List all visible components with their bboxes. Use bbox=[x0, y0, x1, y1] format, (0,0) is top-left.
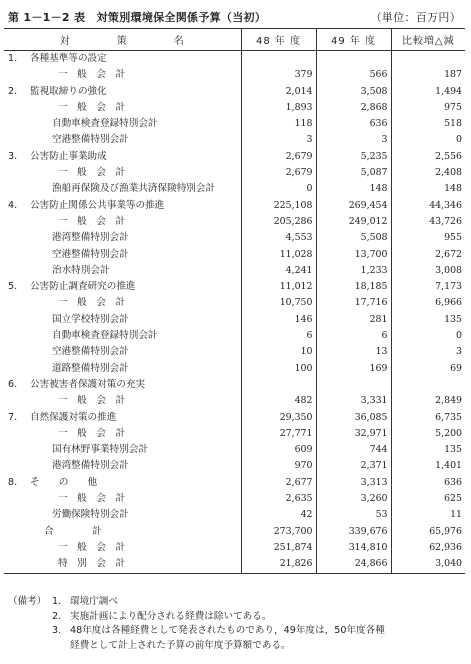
value-diff: 1,494 bbox=[391, 84, 465, 100]
category-label bbox=[4, 198, 241, 214]
value-fy49: 269,454 bbox=[316, 198, 391, 214]
value-diff: 65,976 bbox=[391, 524, 465, 540]
value-diff: 62,936 bbox=[391, 540, 465, 556]
value-fy49: 249,012 bbox=[316, 214, 391, 230]
table-row bbox=[4, 198, 465, 214]
category-label bbox=[4, 377, 241, 393]
value-fy48: 10 bbox=[241, 344, 316, 360]
account-label: 労働保険特別会計 bbox=[52, 509, 129, 521]
value-fy49: 3,313 bbox=[316, 475, 391, 491]
value-diff: 3 bbox=[391, 344, 465, 360]
table-row bbox=[4, 84, 465, 100]
value-diff: 2,849 bbox=[391, 393, 465, 409]
value-fy49: 13,700 bbox=[316, 247, 391, 263]
row-label-cell bbox=[4, 149, 241, 165]
table-body bbox=[4, 51, 465, 574]
row-label-cell bbox=[4, 458, 241, 474]
table-row bbox=[4, 410, 465, 426]
category-text: 各種基準等の設定 bbox=[30, 53, 107, 64]
row-label-cell bbox=[4, 410, 241, 426]
account-label: 道路整備特別会計 bbox=[52, 362, 129, 374]
account-label: 一 般 会 計 bbox=[58, 215, 126, 227]
value-fy49: 36,085 bbox=[316, 410, 391, 426]
header-fy48: 48 年 度 bbox=[241, 29, 316, 51]
header-char-1: 対 bbox=[59, 36, 71, 47]
value-diff: 6,735 bbox=[391, 410, 465, 426]
table-row bbox=[4, 263, 465, 279]
table-row bbox=[4, 279, 465, 295]
value-fy49: 169 bbox=[316, 361, 391, 377]
header-char-2: 策 bbox=[116, 36, 128, 47]
category-text: 自然保護対策の推進 bbox=[30, 411, 117, 423]
row-label-cell bbox=[4, 230, 241, 246]
value-fy48: 2,677 bbox=[241, 475, 316, 491]
account-label: 港湾整備特別会計 bbox=[52, 232, 129, 244]
category-label bbox=[4, 149, 241, 165]
account-label: 自動車検査登録特別会計 bbox=[52, 330, 158, 342]
category-number: 1. bbox=[8, 53, 18, 64]
account-label: 空港整備特別会計 bbox=[52, 346, 129, 358]
value-fy48: 6 bbox=[241, 328, 316, 344]
value-fy48: 609 bbox=[241, 442, 316, 458]
table-title-row bbox=[8, 6, 463, 26]
value-fy48: 11,028 bbox=[241, 247, 316, 263]
category-text: そ の 他 bbox=[30, 476, 98, 488]
row-label-cell bbox=[4, 426, 241, 442]
value-fy48: 21,826 bbox=[241, 556, 316, 573]
category-number: 2. bbox=[8, 85, 18, 97]
value-fy49: 148 bbox=[316, 181, 391, 197]
category-label bbox=[4, 84, 241, 100]
value-diff: 0 bbox=[391, 132, 465, 148]
value-fy49: 636 bbox=[316, 116, 391, 132]
value-fy48 bbox=[241, 51, 316, 68]
value-diff: 148 bbox=[391, 181, 465, 197]
table-row bbox=[4, 165, 465, 181]
category-text: 公害防止調査研究の推進 bbox=[30, 281, 136, 293]
table-row bbox=[4, 67, 465, 83]
header-measure-name bbox=[4, 29, 241, 51]
table-title: 第 1－1－2 表 対策別環境保全関係予算（当初） bbox=[8, 11, 267, 24]
total-label: 合 計 bbox=[44, 525, 102, 537]
table-row bbox=[4, 556, 465, 573]
table-row bbox=[4, 442, 465, 458]
value-fy49: 2,868 bbox=[316, 100, 391, 116]
value-fy48: 29,350 bbox=[241, 410, 316, 426]
note-row-1 bbox=[8, 595, 463, 610]
account-label: 一 般 会 計 bbox=[58, 101, 126, 113]
value-fy48: 10,750 bbox=[241, 295, 316, 311]
value-fy49: 3,508 bbox=[316, 84, 391, 100]
value-fy49: 6 bbox=[316, 328, 391, 344]
value-diff: 518 bbox=[391, 116, 465, 132]
category-label bbox=[4, 51, 241, 67]
row-label-cell bbox=[4, 116, 241, 132]
account-label: 国立学校特別会計 bbox=[52, 313, 129, 325]
value-fy49: 1,233 bbox=[316, 263, 391, 279]
value-fy48: 4,553 bbox=[241, 230, 316, 246]
value-diff: 625 bbox=[391, 491, 465, 507]
value-fy49 bbox=[316, 377, 391, 393]
row-label-cell bbox=[4, 540, 241, 556]
table-row bbox=[4, 247, 465, 263]
note-text: 環境庁調べ bbox=[70, 596, 118, 607]
table-row bbox=[4, 475, 465, 491]
value-fy49: 24,866 bbox=[316, 556, 391, 573]
value-fy48: 100 bbox=[241, 361, 316, 377]
category-label bbox=[4, 475, 241, 491]
table-row bbox=[4, 540, 465, 556]
value-fy48: 2,635 bbox=[241, 491, 316, 507]
row-label-cell bbox=[4, 181, 241, 197]
value-fy49: 744 bbox=[316, 442, 391, 458]
account-label: 空港整備特別会計 bbox=[52, 248, 129, 260]
table-row bbox=[4, 361, 465, 377]
row-label-cell bbox=[4, 214, 241, 230]
table-row bbox=[4, 524, 465, 540]
row-label-cell bbox=[4, 344, 241, 360]
value-fy48: 2,014 bbox=[241, 84, 316, 100]
account-label: 国有林野事業特別会計 bbox=[52, 444, 148, 456]
value-diff bbox=[391, 51, 465, 68]
note-index: 3. bbox=[52, 625, 62, 636]
row-label-cell bbox=[4, 198, 241, 214]
table-row bbox=[4, 426, 465, 442]
table-header-row bbox=[4, 29, 465, 51]
value-fy48: 4,241 bbox=[241, 263, 316, 279]
row-label-cell bbox=[4, 263, 241, 279]
row-label-cell bbox=[4, 361, 241, 377]
value-fy48: 0 bbox=[241, 181, 316, 197]
value-diff: 44,346 bbox=[391, 198, 465, 214]
category-number: 3. bbox=[8, 150, 18, 162]
value-diff: 11 bbox=[391, 507, 465, 523]
account-label: 一 般 会 計 bbox=[58, 395, 126, 407]
value-fy49: 3 bbox=[316, 132, 391, 148]
table-row bbox=[4, 458, 465, 474]
category-text: 公害防止関係公共事業等の推進 bbox=[30, 199, 165, 211]
account-label: 一 般 会 計 bbox=[58, 541, 126, 553]
value-diff: 1,401 bbox=[391, 458, 465, 474]
value-diff: 2,672 bbox=[391, 247, 465, 263]
table-row bbox=[4, 328, 465, 344]
value-fy49: 53 bbox=[316, 507, 391, 523]
value-diff: 135 bbox=[391, 312, 465, 328]
category-number: 6. bbox=[8, 378, 18, 390]
row-label-cell bbox=[4, 51, 241, 68]
value-fy49: 32,971 bbox=[316, 426, 391, 442]
table-row bbox=[4, 181, 465, 197]
row-label-cell bbox=[4, 556, 241, 573]
value-fy48: 1,893 bbox=[241, 100, 316, 116]
row-label-cell bbox=[4, 491, 241, 507]
category-text: 公害被害者保護対策の充実 bbox=[30, 378, 146, 390]
value-fy48: 3 bbox=[241, 132, 316, 148]
value-diff: 2,408 bbox=[391, 165, 465, 181]
account-label: 治水特別会計 bbox=[52, 264, 110, 276]
value-fy49: 566 bbox=[316, 67, 391, 83]
value-fy49: 18,185 bbox=[316, 279, 391, 295]
value-fy48: 225,108 bbox=[241, 198, 316, 214]
table-row bbox=[4, 344, 465, 360]
table-row bbox=[4, 116, 465, 132]
category-number: 8. bbox=[8, 476, 18, 488]
value-diff: 187 bbox=[391, 67, 465, 83]
value-diff: 3,040 bbox=[391, 556, 465, 573]
row-label-cell bbox=[4, 475, 241, 491]
header-diff: 比較増△減 bbox=[391, 29, 465, 51]
account-label: 自動車検査登録特別会計 bbox=[52, 118, 158, 130]
row-label-cell bbox=[4, 247, 241, 263]
value-diff: 135 bbox=[391, 442, 465, 458]
row-label-cell bbox=[4, 393, 241, 409]
table-row bbox=[4, 132, 465, 148]
value-diff: 636 bbox=[391, 475, 465, 491]
table-row bbox=[4, 100, 465, 116]
header-fy49: 49 年 度 bbox=[316, 29, 391, 51]
row-label-cell bbox=[4, 84, 241, 100]
note-row-3-cont bbox=[8, 639, 463, 654]
category-number: 7. bbox=[8, 411, 18, 423]
value-fy48: 970 bbox=[241, 458, 316, 474]
unit-label: （単位：百万円） bbox=[370, 11, 461, 24]
note-text-continued: 経費として計上された予算の前年度予算額である。 bbox=[70, 639, 291, 651]
account-label: 一 般 会 計 bbox=[58, 427, 126, 439]
table-row bbox=[4, 149, 465, 165]
row-label-cell bbox=[4, 100, 241, 116]
value-fy48: 42 bbox=[241, 507, 316, 523]
notes-section bbox=[8, 595, 463, 653]
value-diff: 6,966 bbox=[391, 295, 465, 311]
row-label-cell bbox=[4, 377, 241, 393]
account-label: 港湾整備特別会計 bbox=[52, 460, 129, 472]
account-label: 一 般 会 計 bbox=[58, 297, 126, 309]
value-diff: 43,726 bbox=[391, 214, 465, 230]
value-fy48: 2,679 bbox=[241, 165, 316, 181]
note-text: 実施計画により配分される経費は除いてある。 bbox=[70, 610, 272, 622]
value-fy48: 205,286 bbox=[241, 214, 316, 230]
value-diff: 7,173 bbox=[391, 279, 465, 295]
category-text: 監視取締りの強化 bbox=[30, 85, 107, 97]
value-diff: 5,200 bbox=[391, 426, 465, 442]
value-fy49 bbox=[316, 51, 391, 68]
value-fy49: 17,716 bbox=[316, 295, 391, 311]
value-diff: 955 bbox=[391, 230, 465, 246]
row-label-cell bbox=[4, 295, 241, 311]
value-fy48: 118 bbox=[241, 116, 316, 132]
value-fy49: 3,331 bbox=[316, 393, 391, 409]
value-diff bbox=[391, 377, 465, 393]
category-text: 公害防止事業助成 bbox=[30, 150, 107, 162]
category-label bbox=[4, 279, 241, 295]
row-label-cell bbox=[4, 442, 241, 458]
note-index: 1. bbox=[52, 596, 62, 607]
table-row bbox=[4, 295, 465, 311]
row-label-cell bbox=[4, 132, 241, 148]
account-label: 漁船再保険及び漁業共済保険特別会計 bbox=[52, 183, 216, 195]
value-fy48: 251,874 bbox=[241, 540, 316, 556]
category-number: 4. bbox=[8, 199, 18, 211]
note-text: 48年度は各種経費として発表されたものであり，49年度は，50年度各種 bbox=[70, 625, 385, 636]
value-diff: 0 bbox=[391, 328, 465, 344]
account-label: 特 別 会 計 bbox=[58, 558, 126, 570]
row-label-cell bbox=[4, 279, 241, 295]
value-fy49: 5,508 bbox=[316, 230, 391, 246]
value-fy48: 273,700 bbox=[241, 524, 316, 540]
account-label: 一 般 会 計 bbox=[58, 69, 126, 81]
note-index: 2. bbox=[52, 610, 62, 622]
value-diff: 2,556 bbox=[391, 149, 465, 165]
table-row bbox=[4, 377, 465, 393]
value-fy49: 13 bbox=[316, 344, 391, 360]
value-fy49: 5,235 bbox=[316, 149, 391, 165]
table-row bbox=[4, 507, 465, 523]
table-row bbox=[4, 51, 465, 68]
account-label: 一 般 会 計 bbox=[58, 167, 126, 179]
row-label-cell bbox=[4, 524, 241, 540]
notes-label: （備考） bbox=[8, 596, 47, 607]
header-char-3: 名 bbox=[173, 36, 185, 47]
row-label-cell bbox=[4, 165, 241, 181]
row-label-cell bbox=[4, 312, 241, 328]
value-fy48: 27,771 bbox=[241, 426, 316, 442]
value-fy49: 339,676 bbox=[316, 524, 391, 540]
budget-table bbox=[4, 28, 465, 574]
note-row-3 bbox=[8, 624, 463, 639]
value-fy48: 379 bbox=[241, 67, 316, 83]
row-label-cell bbox=[4, 67, 241, 83]
value-fy48: 11,012 bbox=[241, 279, 316, 295]
note-row-2 bbox=[8, 610, 463, 625]
value-fy49: 3,260 bbox=[316, 491, 391, 507]
value-fy48: 2,679 bbox=[241, 149, 316, 165]
account-label: 空港整備特別会計 bbox=[52, 134, 129, 146]
value-diff: 3,008 bbox=[391, 263, 465, 279]
row-label-cell bbox=[4, 328, 241, 344]
value-fy49: 281 bbox=[316, 312, 391, 328]
row-label-cell bbox=[4, 507, 241, 523]
value-diff: 975 bbox=[391, 100, 465, 116]
value-fy48 bbox=[241, 377, 316, 393]
value-diff: 69 bbox=[391, 361, 465, 377]
account-label: 一 般 会 計 bbox=[58, 493, 126, 505]
table-row bbox=[4, 312, 465, 328]
value-fy49: 314,810 bbox=[316, 540, 391, 556]
value-fy49: 5,087 bbox=[316, 165, 391, 181]
category-number: 5. bbox=[8, 281, 18, 293]
value-fy48: 482 bbox=[241, 393, 316, 409]
table-row bbox=[4, 230, 465, 246]
value-fy48: 146 bbox=[241, 312, 316, 328]
table-row bbox=[4, 491, 465, 507]
table-row bbox=[4, 214, 465, 230]
value-fy49: 2,371 bbox=[316, 458, 391, 474]
category-label bbox=[4, 410, 241, 426]
table-row bbox=[4, 393, 465, 409]
